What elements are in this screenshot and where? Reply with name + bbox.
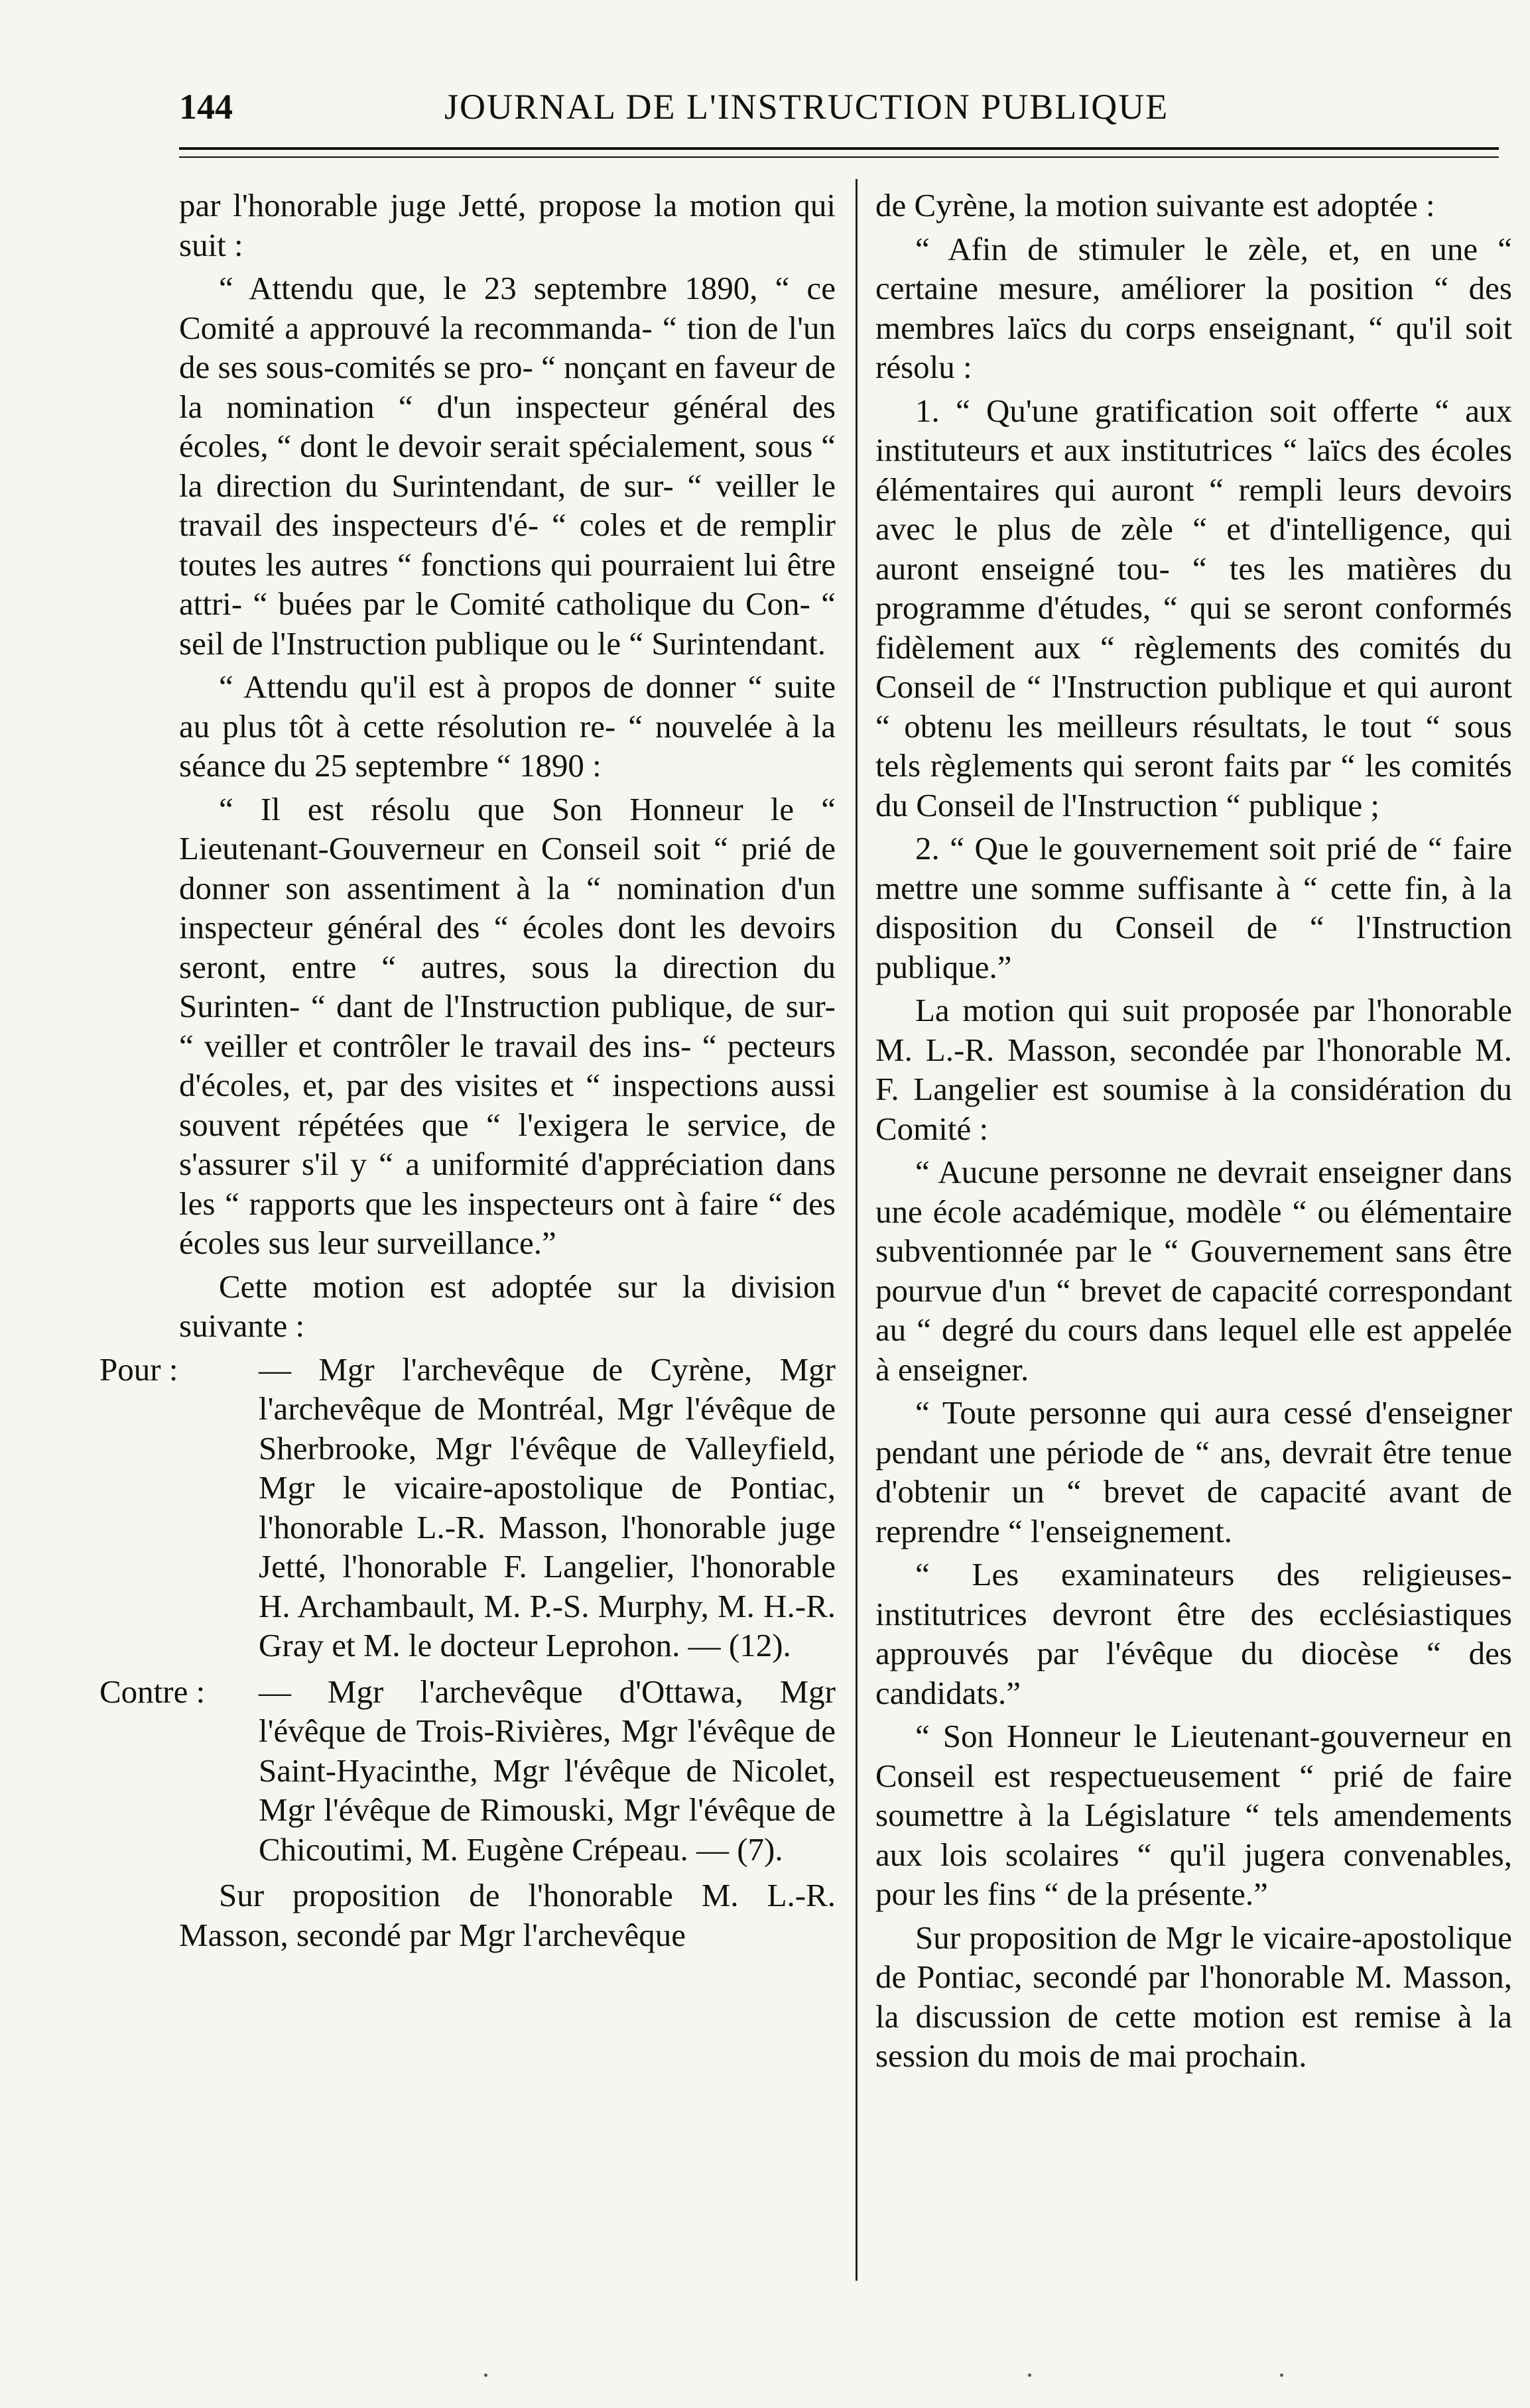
right-paragraph-8: “ Les examinateurs des religieuses-institutrices devront être des ecclésiastiques approuvés par l'évêque du diocèse “ des candidats.” [875, 1556, 1512, 1711]
right-paragraph-4: 2. “ Que le gouvernement soit prié de “ faire mettre une somme suffisante à “ cette fin, à la disposition du Conseil de “ l'Instruction publique.” [875, 830, 1512, 985]
vote-contre-label: Contre : [99, 1673, 206, 1710]
left-paragraph-4: “ Il est résolu que Son Honneur le “ Lieutenant-Gouverneur en Conseil soit “ prié de donner son assentiment à la “ nomination d'un inspecteur général des “ écoles dont les devoirs seront, entre “ autres, sous la direction du Surinten- “ dant de l'Instruction publique, de sur- “ veiller et contrôler le travail des ins- “ pecteurs d'écoles, et, par des visites et “ inspections aussi souvent répétées que “ l'exigera le service, de s'assurer s'il y “ a uniformité d'appréciation dans les “ rapports que les inspecteurs ont à faire “ des écoles sus leur surveillance.” [179, 790, 836, 1261]
right-paragraph-3: 1. “ Qu'une gratification soit offerte “ aux instituteurs et aux institutrices “ laïcs des écoles élémentaires qui auront “ rempli leurs devoirs avec le plus de zèle “ et d'intelligence, qui auront enseigné tou- “ tes les matières du programme d'études, “ qui se seront conformés fidèlement aux “ règlements des comités du Conseil de “ l'Instruction publique et qui auront “ obtenu les meilleurs résultats, le tout “ sous tels règlements qui seront faits par “ les comités du Conseil de l'Instruction “ publique ; [875, 392, 1512, 823]
right-paragraph-9: “ Son Honneur le Lieutenant-gouverneur en Conseil est respectueusement “ prié de faire soumettre à la Législature “ tels amendements aux lois scolaires “ qu'il jugera convenables, pour les fins “ de la présente.” [875, 1718, 1512, 1912]
right-paragraph-10: Sur proposition de Mgr le vicaire-apostolique de Pontiac, secondé par l'honorable M. Masson, la discussion de cette motion est remise à la session du mois de mai prochain. [875, 1919, 1512, 2074]
print-mark [484, 2374, 487, 2377]
print-mark [1028, 2374, 1031, 2377]
right-paragraph-5: La motion qui suit proposée par l'honorable M. L.-R. Masson, secondée par l'honorable M. F. Langelier est soumise à la considération du Comité : [875, 992, 1512, 1147]
vote-contre-text: — Mgr l'archevêque d'Ottawa, Mgr l'évêque de Trois-Rivières, Mgr l'évêque de Saint-Hyacinthe, Mgr l'évêque de Nicolet, Mgr l'évêque de Rimouski, Mgr l'évêque de Chicoutimi, M. Eugène Crépeau. — (7). [259, 1673, 836, 1868]
vote-pour-text: — Mgr l'archevêque de Cyrène, Mgr l'archevêque de Montréal, Mgr l'évêque de Sherbrooke, Mgr l'évêque de Valleyfield, Mgr le vicaire-apostolique de Pontiac, l'honorable L.-R. Masson, l'honorable juge Jetté, l'honorable F. Langelier, l'honorable H. Archambault, M. P.-S. Murphy, M. H.-R. Gray et M. le docteur Leprohon. — (12). [259, 1351, 836, 1663]
left-column [99, 186, 836, 1958]
left-paragraph-6: Sur proposition de l'honorable M. L.-R. Masson, secondé par Mgr l'archevêque [179, 1877, 836, 1953]
bottom-print-marks [0, 2374, 1530, 2387]
column-divider [856, 179, 858, 2281]
right-paragraph-2: “ Afin de stimuler le zèle, et, en une “ certaine mesure, améliorer la position “ des membres laïcs du corps enseignant, “ qu'il soit résolu : [875, 230, 1512, 385]
right-paragraph-6: “ Aucune personne ne devrait enseigner dans une école académique, modèle “ ou élémentaire subventionnée par le “ Gouvernement sans être pourvue d'un “ brevet de capacité correspondant au “ degré du cours dans lequel elle est appelée à enseigner. [875, 1154, 1512, 1388]
print-mark [1280, 2374, 1283, 2377]
running-title: JOURNAL DE L'INSTRUCTION PUBLIQUE [444, 87, 1169, 127]
page-header [179, 86, 1280, 139]
right-paragraph-7: “ Toute personne qui aura cessé d'enseigner pendant une période de “ ans, devrait être tenue d'obtenir un “ brevet de capacité avant de reprendre “ l'enseignement. [875, 1394, 1512, 1549]
right-paragraph-1: de Cyrène, la motion suivante est adoptée : [875, 187, 1435, 223]
left-paragraph-1: par l'honorable juge Jetté, propose la motion qui suit : [179, 187, 836, 263]
vote-pour-label: Pour : [99, 1351, 178, 1388]
left-paragraph-5: Cette motion est adoptée sur la division suivante : [179, 1268, 836, 1344]
vote-pour [99, 1350, 836, 1665]
page-number: 144 [179, 87, 233, 127]
left-paragraph-2: “ Attendu que, le 23 septembre 1890, “ ce Comité a approuvé la recommanda- “ tion de l'un de ses sous-comités se pro- “ nonçant en faveur de la nomination “ d'un inspecteur général des écoles, “ dont le devoir serait spécialement, sous “ la direction du Surintendant, de sur- “ veiller le travail des inspecteurs d'é- “ coles et de remplir toutes les autres “ fonctions qui pourraient lui être attri- “ buées par le Comité catholique du Con- “ seil de l'Instruction publique ou le “ Surintendant. [179, 270, 836, 662]
left-paragraph-3: “ Attendu qu'il est à propos de donner “ suite au plus tôt à cette résolution re- “ nouvelée à la séance du 25 septembre “ 1890 : [179, 668, 836, 784]
header-rule-thick [179, 147, 1499, 150]
vote-contre [99, 1672, 836, 1870]
header-rule-thin [179, 156, 1499, 158]
right-column [875, 186, 1512, 2080]
